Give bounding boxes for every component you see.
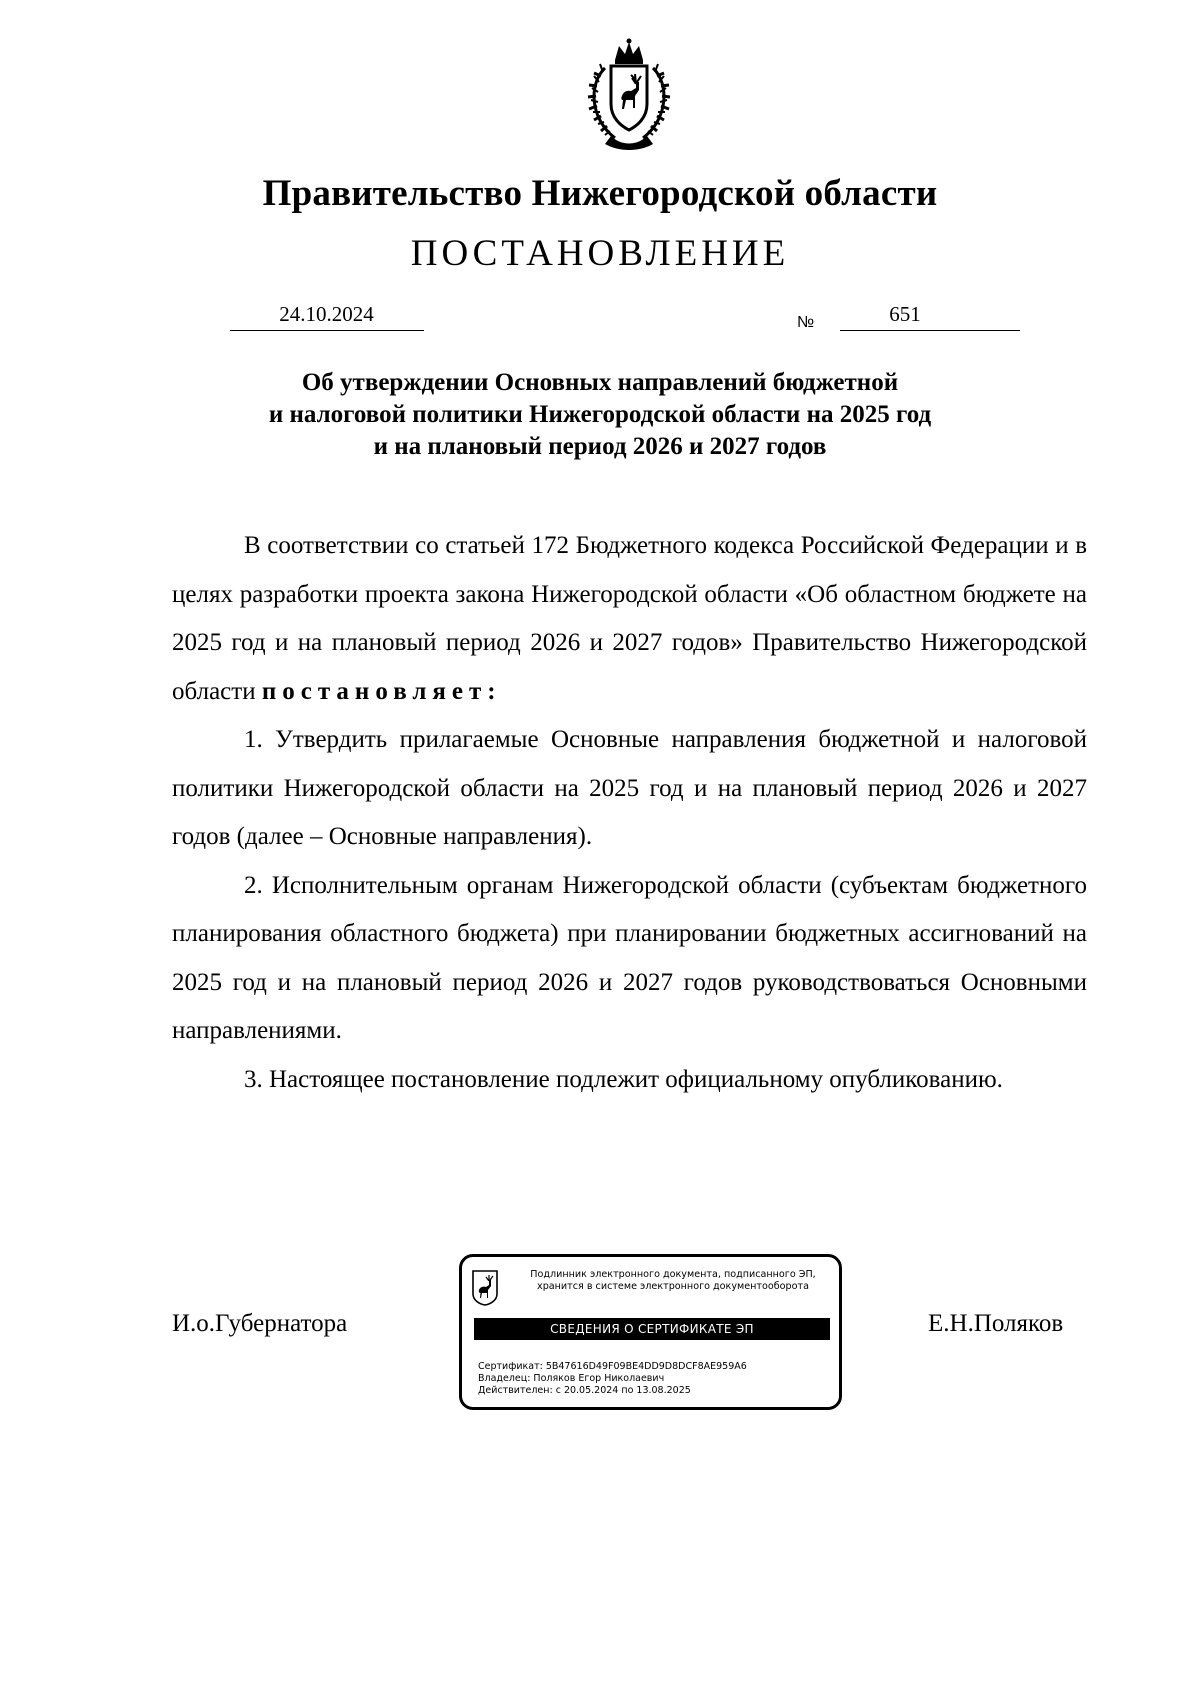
stamp-note <box>508 1269 838 1293</box>
stamp-note-line: хранится в системе электронного документооборота <box>537 1281 809 1292</box>
certificate-id: Сертификат: 5B47616D49F09BE4DD9D8DCF8AE959A6 <box>478 1361 747 1372</box>
deer-emblem-icon <box>472 1270 498 1306</box>
number-sign: № <box>797 314 815 331</box>
certificate-owner: Владелец: Поляков Егор Николаевич <box>478 1373 665 1384</box>
certificate-details <box>478 1361 833 1397</box>
government-title: Правительство Нижегородской области <box>262 173 938 214</box>
document-body <box>172 522 1087 1104</box>
preamble-paragraph <box>172 522 1087 716</box>
certificate-validity: Действителен: с 20.05.2024 по 13.08.2025 <box>478 1385 691 1396</box>
signatory-position: И.о.Губернатора <box>172 1310 348 1337</box>
item-paragraph: 1. Утвердить прилагаемые Основные направления бюджетной и налоговой политики Нижегородской области на 2025 год и на плановый период 2026 и 2027 годов (далее – Основные направления). <box>172 726 1087 850</box>
coat-of-arms-icon <box>575 38 683 150</box>
signatory-name: Е.Н.Поляков <box>928 1310 1064 1337</box>
subject-line: и налоговой политики Нижегородской области на 2025 год <box>268 401 932 428</box>
e-signature-stamp <box>459 1254 842 1410</box>
item-paragraph: 3. Настоящее постановление подлежит официальному опубликованию. <box>244 1065 1003 1093</box>
document-number: 651 <box>889 302 921 326</box>
preamble-text: В соответствии со статьей 172 Бюджетного кодекса Российской Федерации и в целях разработки проекта закона Нижегородской области «Об областном бюджете на 2025 год и на плановый период 2026 и 2027 годов» Правительство Нижегородской области <box>172 532 1087 705</box>
date-underline <box>230 330 424 331</box>
number-underline <box>840 330 1020 331</box>
item-paragraph: 2. Исполнительным органам Нижегородской области (субъектам бюджетного планирования областного бюджета) при планировании бюджетных ассигнований на 2025 год и на плановый период 2026 и 2027 годов руководствоваться Основными направлениями. <box>172 871 1087 1044</box>
certificate-heading: СВЕДЕНИЯ О СЕРТИФИКАТЕ ЭП <box>474 1318 830 1340</box>
subject-line: и на плановый период 2026 и 2027 годов <box>373 433 827 460</box>
stamp-note-line: Подлинник электронного документа, подписанного ЭП, <box>530 1269 816 1280</box>
subject-line: Об утверждении Основных направлений бюджетной <box>301 369 899 396</box>
document-subject <box>0 367 1200 463</box>
resolves-word: постановляет: <box>261 677 502 705</box>
document-type: ПОСТАНОВЛЕНИЕ <box>410 233 790 274</box>
document-date: 24.10.2024 <box>279 302 374 326</box>
